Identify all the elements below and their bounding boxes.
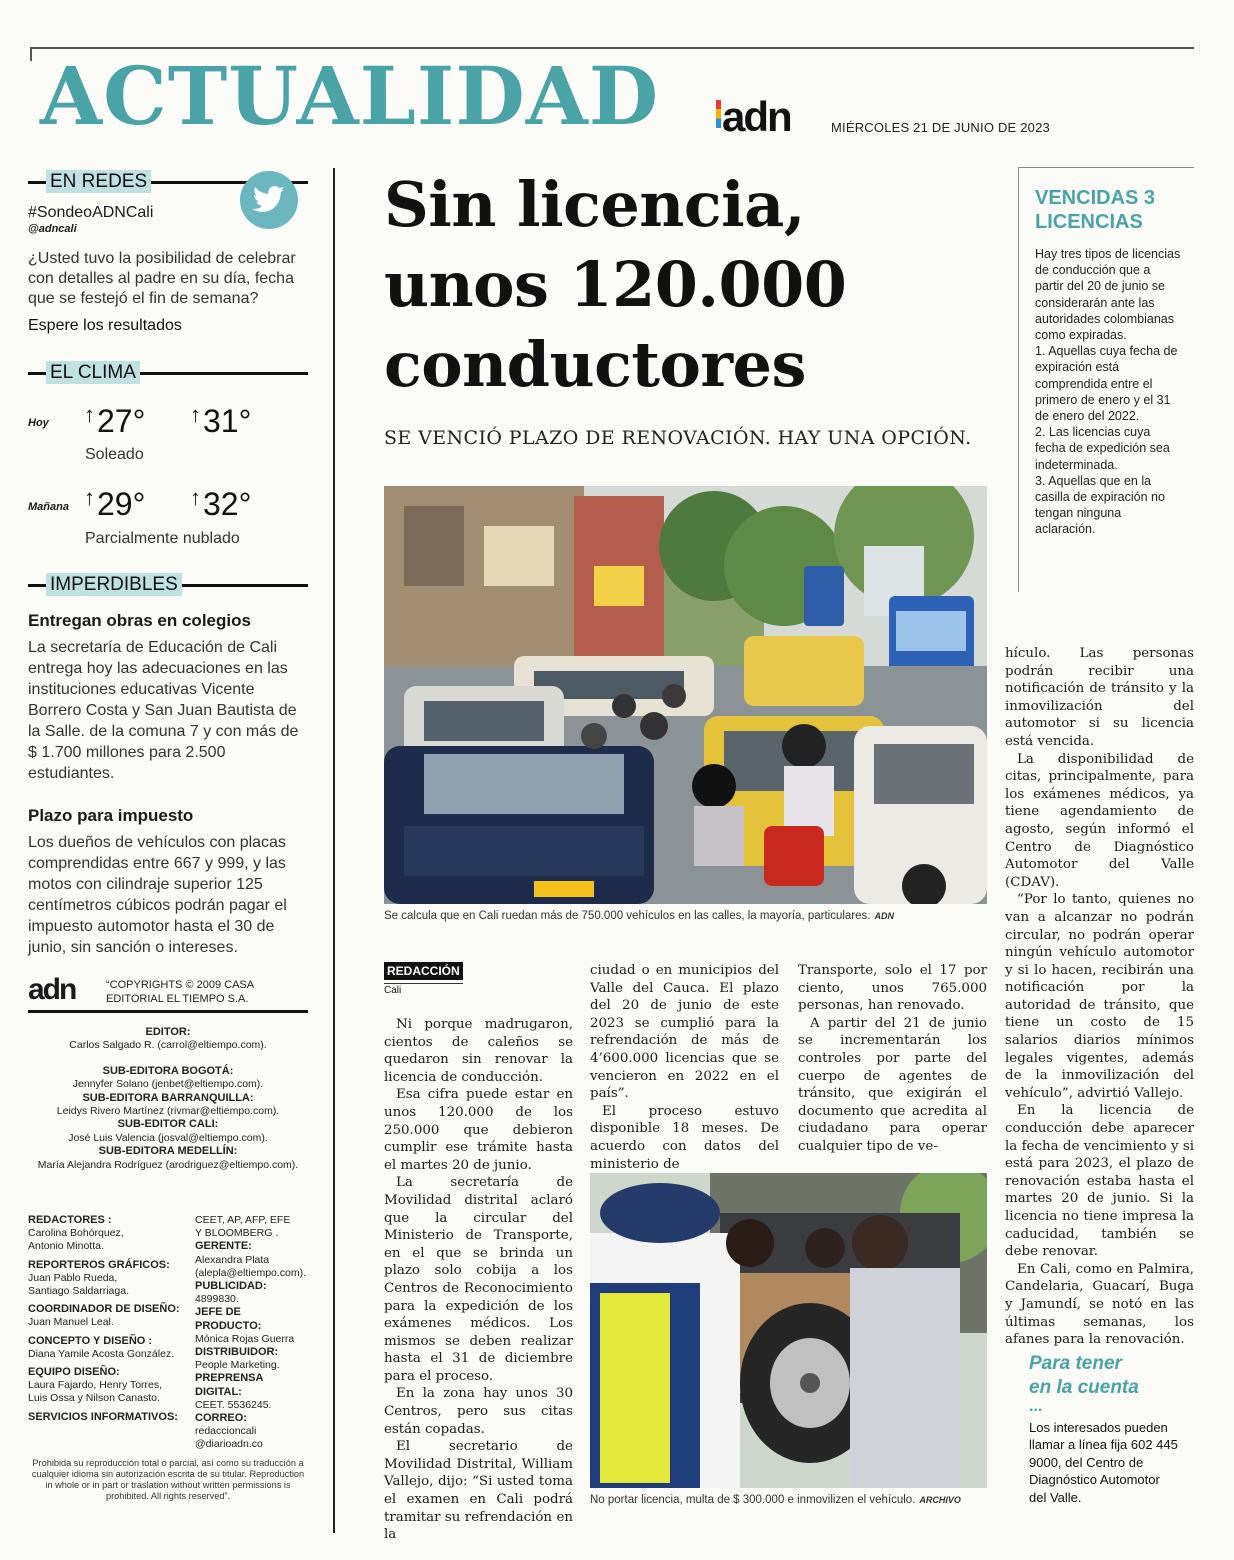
staff-role: SUB-EDITORA BARRANQUILLA: [82,1091,254,1104]
article-paragraph: ciudad o en municipios del Valle del Cauca. El plazo del 20 de junio de este 2023 se cumplió para la refrendación de más de 4’600.000 licencias que se vencieron en 2022 en el país”. [590,963,779,1102]
staff-name: Mónica Rojas Guerra [195,1332,295,1345]
masthead-staff-left [28,1214,190,1424]
staff-role: SUB-EDITOR CALI: [117,1118,219,1131]
article-paragraph: El proceso estuvo disponible 18 meses. De acuerdo con datos del ministerio de [590,1103,779,1172]
highlights-heading [28,571,308,599]
up-arrow-icon: ↑ [84,402,95,427]
weather-today-desc: Soleado [85,446,144,463]
staff-name: José Luis Valencia (josval@eltiempo.com). [68,1131,268,1144]
photo-credit: ADN [874,911,894,921]
staff-name: Carolina Bohórquez, [28,1227,124,1240]
article-paragraph: La disponibilidad de citas, principalmente, para los exámenes médicos, ya tiene agendamiento de agosto, según informó el Centro de Diagnóstico Automotor del Valle (CDAV). [1005,751,1194,890]
article-paragraph: La secretaría de Movilidad distrital aclaró que la circular del Ministerio de Transporte, en el que se brinda un plazo solo cobija a los Centros de Reconocimiento para la expedición de los exámenes médicos. Los mismos se deben realizar hasta el 31 de diciembre para el proceso. [384,1175,573,1384]
staff-name: Diana Yamile Acosta González. [28,1347,175,1360]
sidebar-item: 2. Las licencias cuya fecha de expedición sea indeterminada. [1035,425,1170,472]
legal-notice: Prohibida su reproducción total o parcial, así como su traducción a cualquier idioma sin autorización escrita de su titular. Reproduction in whole or in part or traslation without written permissions is prohibited. All rights reserved”. [31,1458,305,1501]
staff-role: JEFE DE PRODUCTO: [195,1306,262,1332]
up-arrow-icon: ↑ [190,402,201,427]
staff-role: PREPRENSA DIGITAL: [195,1372,264,1398]
article-paragraph: En la licencia de conducción debe aparecer la fecha de vencimiento y si está para 2023, el plazo de renovación estaba hasta el martes 20 de junio. Si la licencia no tiene impresa la caducidad, también se debe renovar. [1005,1103,1194,1260]
weather-panel [28,395,308,565]
article-paragraph: Esa cifra puede estar en unos 120.000 de los 250.000 que debieron cumplir ese trámite hasta el martes 20 de junio. [384,1087,573,1173]
weather-today-temp-2 [190,402,251,440]
article-column-1 [384,1016,573,1544]
masthead-staff-right [195,1214,310,1452]
article-headline [384,165,1004,405]
staff-name: (aleplа@eltiempo.com). [195,1266,307,1279]
weather-tomorrow-label: Mañana [28,501,69,513]
temp-value: 29° [97,486,146,522]
up-arrow-icon: ↑ [190,485,201,510]
staff-name: CEET. 5536245. [195,1398,272,1411]
sidebar-text [1035,246,1182,538]
masthead-divider [28,1010,308,1013]
staff-name: María Alejandra Rodríguez (arodriguez@eltiempo.com). [37,1158,299,1171]
section-title: ACTUALIDAD [40,49,660,143]
staff-role: COORDINADOR DE DISEÑO: [28,1303,180,1316]
left-column [28,168,308,958]
staff-name: Juan Manuel Leal. [28,1316,114,1329]
staff-name: Jennyfer Solano (jenbet@eltiempo.com). [72,1078,264,1091]
highlight-body: Los dueños de vehículos con placas comprendidas entre 667 y 999, y las motos con cilindraje superior 125 centímetros cúbicos podrán pagar el impuesto automotor hasta el 30 de junio, sin sanción o intereses. [28,834,287,956]
temp-value: 31° [203,403,252,439]
photo-caption [590,1494,961,1506]
sidebar-intro: Hay tres tipos de licencias de conducción que a partir del 20 de junio se considerarán ante las autoridades colombianas como expiradas. [1035,247,1181,343]
temp-value: 27° [97,403,146,439]
highlight-body: La secretaría de Educación de Cali entrega hoy las adecuaciones en las instituciones educativas Vicente Borrero Costa y San Juan Bautista de la Salle. de la comuna 7 y con más de $ 1.700 millones para 2.500 estudiantes. [28,639,299,782]
social-handle: @adncali [28,223,77,235]
staff-role: CORREO: [195,1412,247,1425]
byline-city: Cali [384,983,463,996]
copyright-line: “COPYRIGHTS © 2009 CASA [106,979,255,991]
sidebar-heading-line: VENCIDAS 3 [1035,187,1156,209]
staff-name: Leidys Rivero Martínez (rivmar@eltiempo.com). [56,1105,280,1118]
staff-name: Carlos Salgado R. (carrol@eltiempo.com). [69,1039,267,1052]
staff-role: REDACTORES : [28,1214,112,1226]
article-paragraph: El secretario de Movilidad Distrital, William Vallejo, dijo: “Si usted toma el examen en Cali podrá tramitar su refrendación en la [384,1439,573,1543]
caption-text: Se calcula que en Cali ruedan más de 750.000 vehículos en las calles, la mayoría, particulares. [384,910,871,922]
headline-line: conductores [384,328,806,401]
note-body: Los interesados pueden llamar a línea fija 602 445 9000, del Centro de Diagnóstico Automotor del Valle. [1029,1420,1178,1505]
highlight-title: Entregan obras en colegios [28,611,251,630]
article-paragraph: En la zona hay unos 30 Centros, pero sus citas están copadas. [384,1386,573,1437]
poll-note: Espere los resultados [28,317,182,334]
article-paragraph: Transporte, solo el 17 por ciento, unos 765.000 personas, han renovado. [798,963,987,1014]
headline-line: Sin licencia, [384,168,805,241]
temp-value: 32° [203,486,252,522]
staff-name: Antonio Minotta. [28,1240,104,1253]
highlight-title: Plazo para impuesto [28,806,194,825]
top-rule-tick [30,47,32,61]
hashtag: #SondeoADNCali [28,204,154,221]
staff-role: GERENTE: [195,1240,252,1253]
article-column-2 [590,962,779,1173]
staff-name: CEET, AP, AFP, EFE [195,1214,291,1226]
social-heading-label: EN REDES [46,170,151,193]
staff-role: PUBLICIDAD: [195,1280,267,1293]
staff-role: SUB-EDITORA BOGOTÁ: [102,1064,234,1077]
article-paragraph: En Cali, como en Palmira, Candelaria, Guacarí, Buga y Jamundí, se notó en las últimas semanas, los afanes para la renovación. [1005,1261,1194,1348]
article-paragraph: “Por lo tanto, quienes no van a alcanzar no podrán circular, no podrán operar ningún vehículo automotor y si lo hacen, recibirán una notificación por la autoridad de tránsito, que tiene un costo de 15 salarios diarios mínimos legales vigentes, además de la inmovilización del vehículo”, advirtió Vallejo. [1005,892,1194,1101]
copyright [106,978,254,1006]
staff-name: @diarioadn.co [195,1438,263,1451]
article-column-4 [1005,645,1194,1349]
brand-logo [722,93,791,140]
photo-credit: ARCHIVO [919,1495,961,1505]
caption-text: No portar licencia, multa de $ 300.000 e inmovilizen el vehículo. [590,1494,916,1506]
sidebar-item: 3. Aquellas que en la casilla de expiración no tengan ninguna aclaración. [1035,473,1165,537]
byline-tag: REDACCIÓN [384,962,463,980]
article-paragraph: Ni porque madrugaron, cientos de caleños se quedaron sin renovar la licencia de conducción. [384,1017,573,1085]
note-heading-line: Para tener [1029,1353,1122,1374]
weather-tomorrow-desc: Parcialmente nublado [85,530,240,547]
article-paragraph: hículo. Las personas podrán recibir una notificación de tránsito y la inmovilización del automotor si su licencia está vencida. [1005,646,1194,749]
staff-role: CONCEPTO Y DISEÑO : [28,1334,153,1347]
weather-tomorrow-temp-1 [84,485,145,523]
masthead-logo: adn [28,973,76,1006]
logo-color-bar [716,100,721,128]
staff-name: Laura Fajardo, Henry Torres, [28,1379,163,1392]
highlights-heading-label: IMPERDIBLES [46,573,182,596]
headline-line: unos 120.000 [384,248,847,321]
copyright-line: EDITORIAL EL TIEMPO S.A. [106,993,249,1005]
note-heading [1029,1352,1139,1400]
staff-role: REPORTEROS GRÁFICOS: [28,1258,170,1271]
note-heading-line: en la cuenta [1029,1377,1139,1398]
staff-role: SERVICIOS INFORMATIVOS: [28,1410,178,1423]
traffic-photo [384,486,987,904]
sidebar-box [1018,167,1194,592]
staff-role: SUB-EDITORA MEDELLÍN: [98,1145,238,1158]
photo-caption [384,910,894,922]
weather-heading [28,359,308,387]
weather-tomorrow-temp-2 [190,485,251,523]
brand-logo-text: adn [722,93,791,140]
inspection-photo [590,1173,987,1488]
staff-name: Luis Ossa y Nilson Canasto. [28,1392,160,1405]
article-column-3 [798,962,987,1156]
article-subhead: SE VENCIÓ PLAZO DE RENOVACIÓN. HAY UNA OPCIÓN. [384,427,972,449]
sidebar-heading [1035,186,1182,234]
staff-role: EQUIPO DISEÑO: [28,1366,120,1379]
sidebar-heading-line: LICENCIAS [1035,211,1143,233]
staff-role: DISTRIBUIDOR: [195,1346,279,1359]
weather-heading-label: EL CLIMA [46,361,140,384]
staff-name: Y BLOOMBERG . [195,1227,279,1240]
column-rule [333,168,335,1533]
staff-name: Alexandra Plata [195,1253,270,1266]
staff-name: 4899830. [195,1293,239,1306]
weather-today-temp-1 [84,402,145,440]
note-dots: ... [1029,1398,1043,1415]
staff-name: redaccioncali [195,1425,257,1438]
weather-today-label: Hoy [28,417,49,429]
staff-name: People Marketing. [195,1359,280,1372]
staff-role: EDITOR: [145,1026,191,1038]
twitter-bird-icon [240,171,298,229]
staff-name: Santiago Saldarriaga. [28,1285,129,1298]
byline [384,962,463,996]
dateline: MIÉRCOLES 21 DE JUNIO DE 2023 [831,120,1050,135]
staff-name: Juan Pablo Rueda, [28,1271,118,1284]
poll-question: ¿Usted tuvo la posibilidad de celebrar con detalles al padre en su día, fecha que se festejó el fin de semana? [28,250,296,307]
masthead-editors [28,1026,308,1172]
up-arrow-icon: ↑ [84,485,95,510]
article-paragraph: A partir del 21 de junio se incrementarán los controles por parte del cuerpo de agentes de tránsito, que exigirán el documento que acredita al ciudadano para operar cualquier tipo de ve- [798,1015,987,1154]
sidebar-item: 1. Aquellas cuya fecha de expiración está comprendida entre el primero de enero y el 31 de enero del 2022. [1035,344,1178,424]
